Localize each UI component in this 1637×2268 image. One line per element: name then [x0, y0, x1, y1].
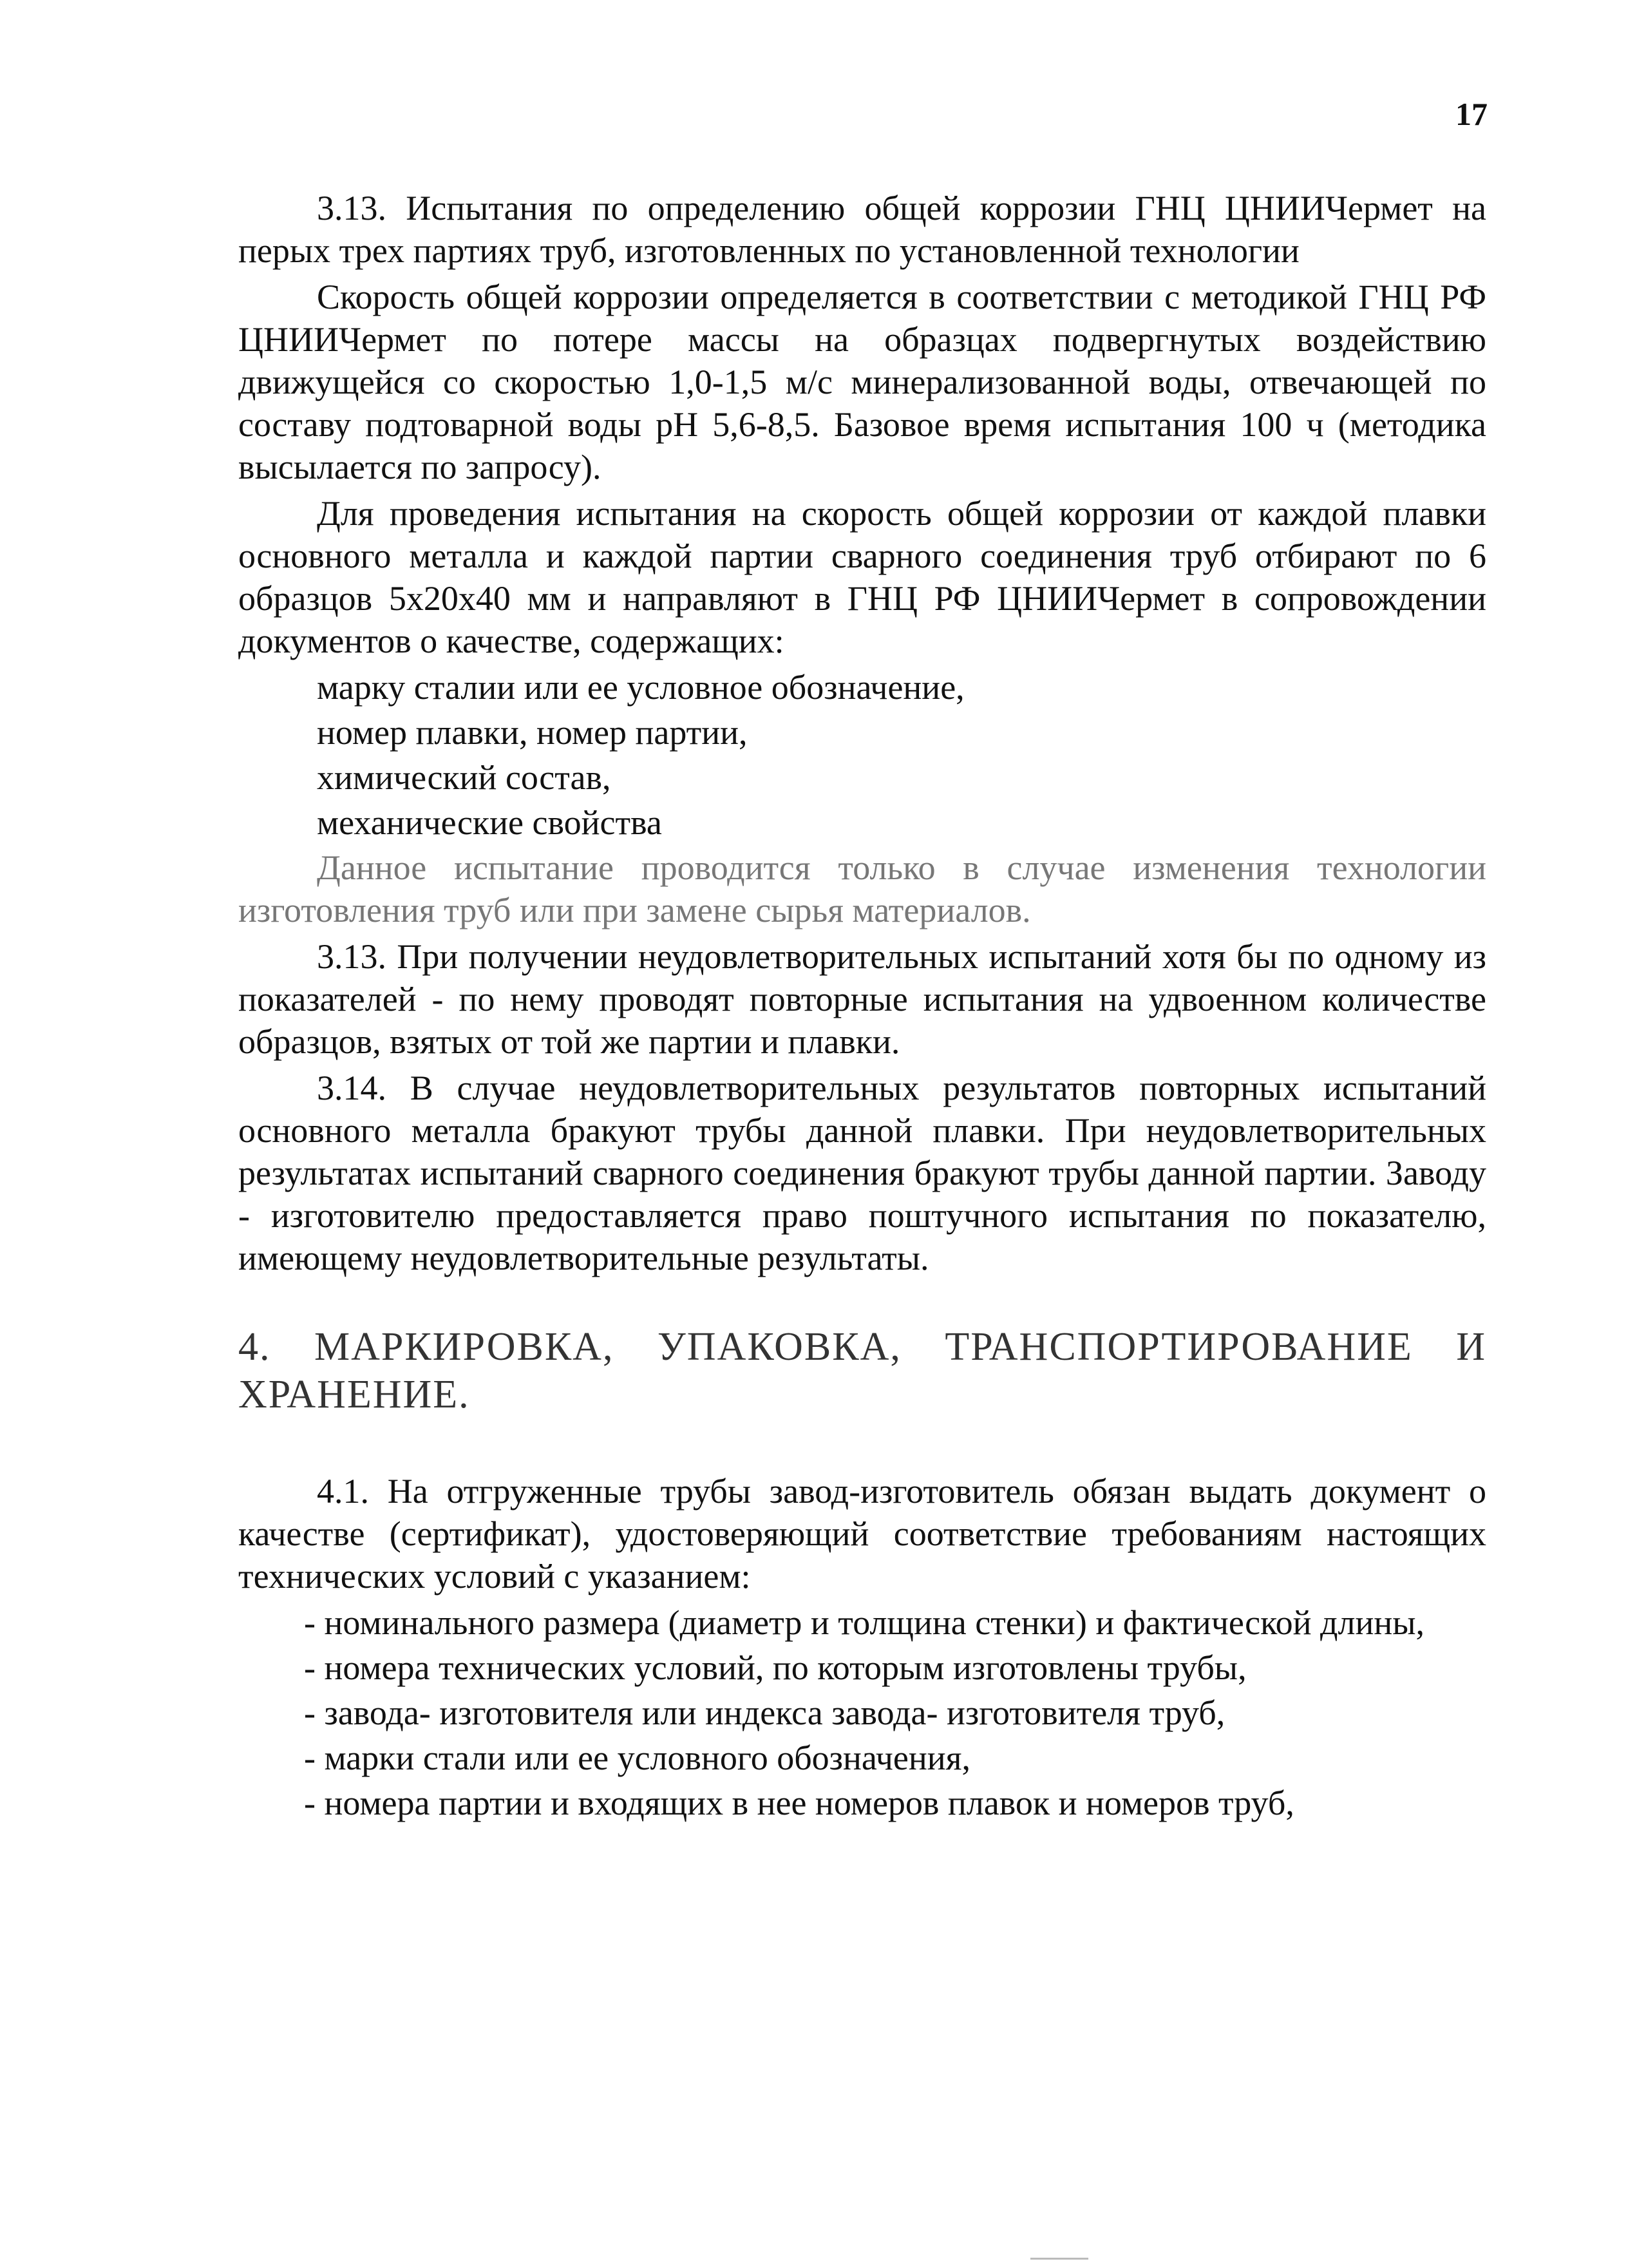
dash-item-batch-numbers: - номера партии и входящих в нее номеров плавок и номеров труб,	[304, 1784, 1294, 1822]
paragraph-4-1: 4.1. На отгруженные трубы завод-изготовитель обязан выдать документ о качестве (сертификат), удостоверяющий соответствие требованиям настоящих технических условий с указанием:	[238, 1472, 1486, 1596]
scan-artifact-mark	[1030, 2258, 1088, 2260]
paragraph-samples: Для проведения испытания на скорость общей коррозии от каждой плавки основного металла и каждой партии сварного соединения труб отбирают по 6 образцов 5х20х40 мм и направляют в ГНЦ РФ ЦНИИЧермет в сопровождении документов о качестве, содержащих:	[238, 494, 1486, 660]
section-4-title: 4. МАРКИРОВКА, УПАКОВКА, ТРАНСПОРТИРОВАНИЕ И ХРАНЕНИЕ.	[238, 1325, 1486, 1416]
dash-item-nominal-size: - номинального размера (диаметр и толщина стенки) и фактической длины,	[304, 1603, 1425, 1642]
paragraph-faded-note: Данное испытание проводится только в случае изменения технологии изготовления труб или при замене сырья материалов.	[238, 848, 1486, 929]
list-item-steel-grade: марку сталии или ее условное обозначение,	[317, 668, 965, 707]
list-item-mechanical-properties: механические свойства	[317, 803, 662, 842]
paragraph-3-13-retest: 3.13. При получении неудовлетворительных испытаний хотя бы по одному из показателей - по нему проводят повторные испытания на удвоенном количестве образцов, взятых от той же партии и плавки.	[238, 937, 1486, 1061]
paragraph-corrosion-rate: Скорость общей коррозии определяется в соответствии с методикой ГНЦ РФ ЦНИИЧермет по потере массы на образцах подвергнутых воздействию движущейся со скоростью 1,0-1,5 м/с минерализованной воды, отвечающей по составу подтоварной воды рН 5,6-8,5. Базовое время испытания 100 ч (методика высылается по запросу).	[238, 278, 1486, 486]
dash-item-steel-grade: - марки стали или ее условного обозначения,	[304, 1739, 970, 1777]
page-number: 17	[1455, 96, 1488, 132]
dash-item-tech-conditions: - номера технических условий, по которым изготовлены трубы,	[304, 1648, 1247, 1687]
list-item-chemical-composition: химический состав,	[317, 758, 611, 797]
list-item-heat-number: номер плавки, номер партии,	[317, 713, 748, 752]
document-body	[238, 187, 1486, 1827]
paragraph-3-13-title: 3.13. Испытания по определению общей коррозии ГНЦ ЦНИИЧермет на перых трех партиях труб, изготовленных по установленной технологии	[238, 189, 1486, 270]
paragraph-3-14: 3.14. В случае неудовлетворительных результатов повторных испытаний основного металла бракуют трубы данной плавки. При неудовлетворительных результатах испытаний сварного соединения бракуют трубы данной партии. Заводу - изготовителю предоставляется право поштучного испытания по показателю, имеющему неудовлетворительные результаты.	[238, 1069, 1486, 1277]
dash-item-manufacturer: - завода- изготовителя или индекса завода- изготовителя труб,	[304, 1693, 1225, 1732]
